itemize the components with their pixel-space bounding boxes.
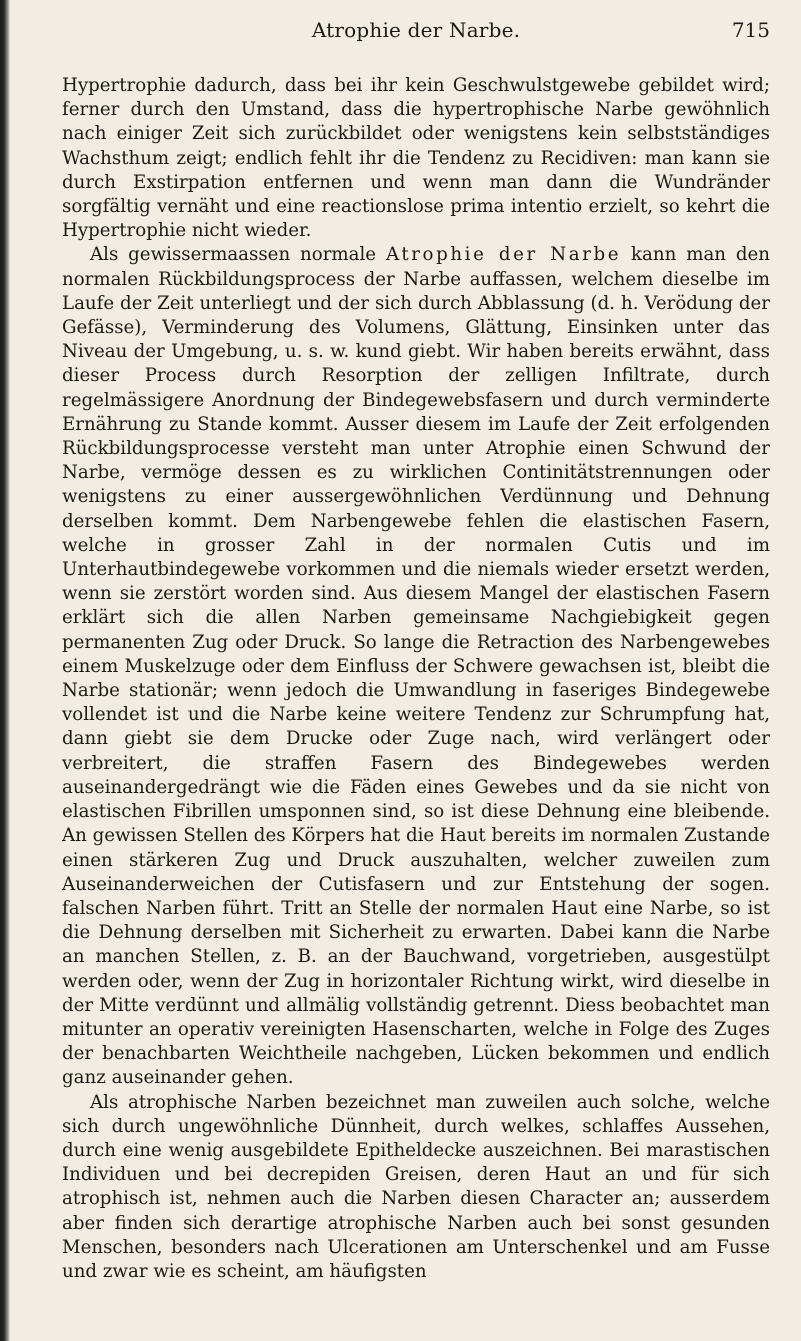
paragraph-3: Als atrophische Narben bezeichnet man zuweilen auch solche, welche sich durch ungewöhnliche Dünnheit, durch welkes, schlaffes Aussehen, durch eine wenig ausgebildete Epitheldecke auszeichnen. Bei marastischen Individuen und bei decrepiden Greisen, deren Haut an und für sich atrophisch ist, nehmen auch die Narben diesen Character an; ausserdem aber finden sich derartige atrophische Narben auch bei sonst gesunden Menschen, besonders nach Ulcerationen am Unterschenkel und am Fusse und zwar wie es scheint, am häufigsten: [62, 1091, 770, 1282]
page-binding-edge: [0, 0, 10, 1341]
page-number: 715: [731, 18, 770, 42]
running-header: [62, 18, 770, 54]
book-page: [62, 18, 770, 1284]
paragraph-1: Hypertrophie dadurch, dass bei ihr kein Geschwulstgewebe gebildet wird; ferner durch den Umstand, dass die hypertrophische Narbe gewöhnlich nach einiger Zeit sich zurückbildet oder wenigstens kein selbstständiges Wachsthum zeigt; endlich fehlt ihr die Tendenz zu Recidiven: man kann sie durch Exstirpation entfernen und wenn man dann die Wundränder sorgfältig vernäht und eine reactionslose prima intentio erzielt, so kehrt die Hypertrophie nicht wieder.: [62, 75, 770, 242]
paragraph-2: [62, 243, 770, 1090]
body-text: [62, 74, 770, 1284]
paragraph-2-lead: Als gewissermaassen normale: [90, 244, 386, 266]
emphasis-atrophie-der-narbe: Atrophie der Narbe: [385, 244, 622, 266]
paragraph-2-rest: kann man den normalen Rückbildungsprocess der Narbe auffassen, welchem dieselbe im Laufe der Zeit unterliegt und der sich durch Abblassung (d. h. Verödung der Gefässe), Verminderung des Volumens, Glättung, Einsinken unter das Niveau der Umgebung, u. s. w. kund giebt. Wir haben bereits erwähnt, dass dieser Process durch Resorption der zelligen Infiltrate, durch regelmässigere Anordnung der Bindegewebsfasern und durch verminderte Ernährung zu Stande kommt. Ausser diesem im Laufe der Zeit erfolgenden Rückbildungsprocesse versteht man unter Atrophie einen Schwund der Narbe, vermöge dessen es zu wirklichen Continitätstrennungen oder wenigstens zu einer aussergewöhnlichen Verdünnung und Dehnung derselben kommt. Dem Narbengewebe fehlen die elastischen Fasern, welche in grosser Zahl in der normalen Cutis und im Unterhautbindegewebe vorkommen und die niemals wieder ersetzt werden, wenn sie zerstört worden sind. Aus diesem Mangel der elastischen Fasern erklärt sich die allen Narben gemeinsame Nachgiebigkeit gegen permanenten Zug oder Druck. So lange die Retraction des Narbengewebes einem Muskelzuge oder dem Einfluss der Schwere gewachsen ist, bleibt die Narbe stationär; wenn jedoch die Umwandlung in faseriges Bindegewebe vollendet ist und die Narbe keine weitere Tendenz zur Schrumpfung hat, dann giebt sie dem Drucke oder Zuge nach, wird verlängert oder verbreitert, die straffen Fasern des Bindegewebes werden auseinandergedrängt wie die Fäden eines Gewebes und da sie nicht von elastischen Fibrillen umsponnen sind, so ist diese Dehnung eine bleibende. An gewissen Stellen des Körpers hat die Haut bereits im normalen Zustande einen stärkeren Zug und Druck auszuhalten, welcher zuweilen zum Auseinanderweichen der Cutisfasern und zur Entstehung der sogen. falschen Narben führt. Tritt an Stelle der normalen Haut eine Narbe, so ist die Dehnung derselben mit Sicherheit zu erwarten. Dabei kann die Narbe an manchen Stellen, z. B. an der Bauchwand, vorgetrieben, ausgestülpt werden oder, wenn der Zug in horizontaler Richtung wirkt, wird dieselbe in der Mitte verdünnt und allmälig vollständig getrennt. Diess beobachtet man mitunter an operativ vereinigten Hasenscharten, welche in Folge des Zuges der benachbarten Weichtheile nachgeben, Lücken bekommen und endlich ganz auseinander gehen.: [62, 244, 770, 1089]
running-title: Atrophie der Narbe.: [311, 18, 521, 42]
